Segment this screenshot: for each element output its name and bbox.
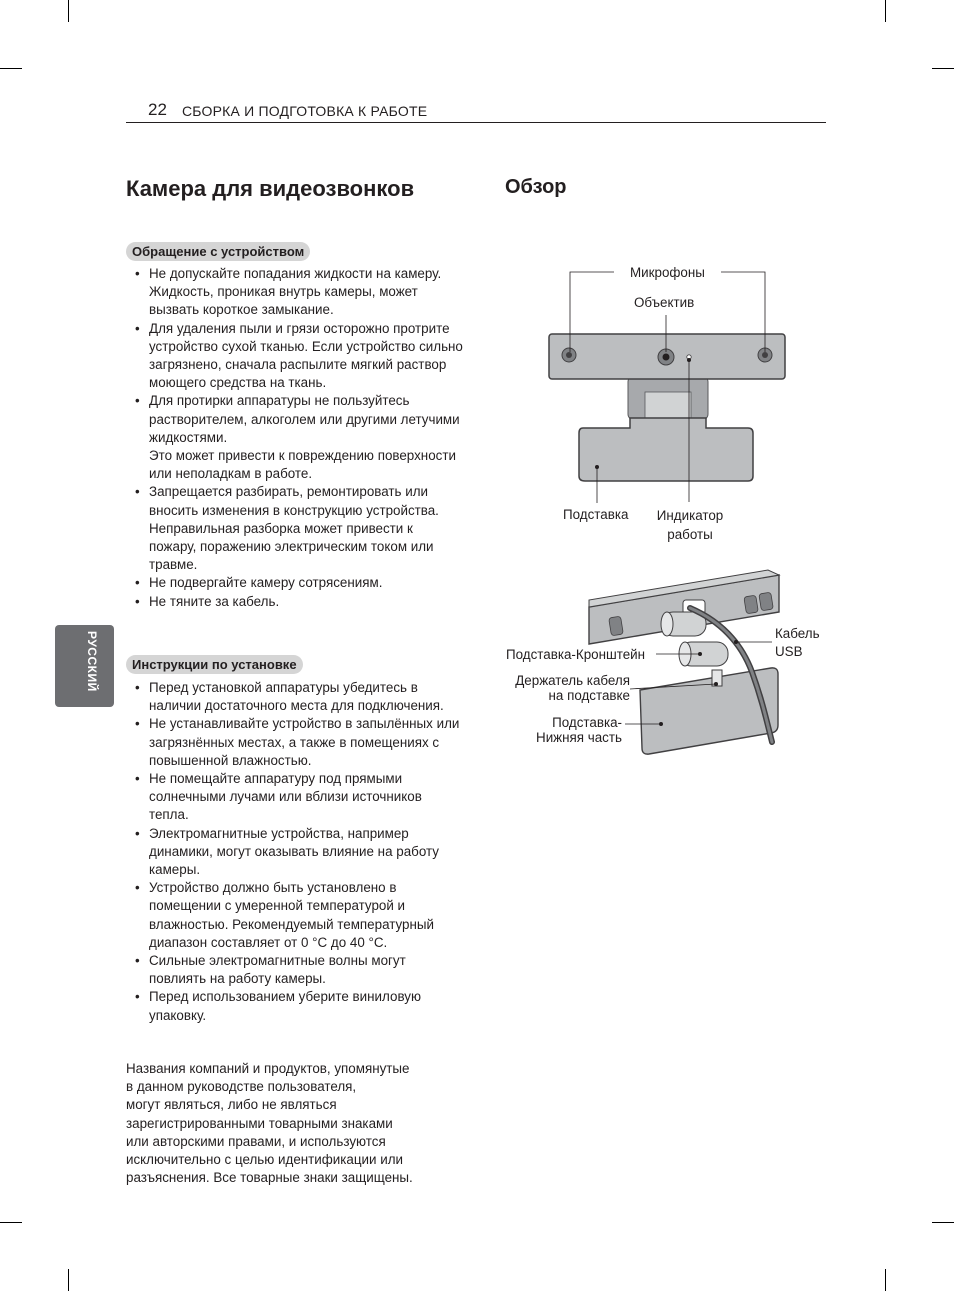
section-title: СБОРКА И ПОДГОТОВКА К РАБОТЕ xyxy=(182,103,428,119)
list-item: • Не подвергайте камеру сотрясениям. xyxy=(133,574,463,592)
label-cable-holder: Держатель кабеля на подставке xyxy=(506,673,630,703)
list-item: • Не устанавливайте устройство в запылённых или загрязнённых местах, а также в помещениях с повышенной влажностью. xyxy=(133,715,463,770)
list-item: • Перед использованием уберите виниловую упаковку. xyxy=(133,988,463,1024)
list-item: • Электромагнитные устройства, например динамики, могут оказывать влияние на работу камеры. xyxy=(133,825,463,880)
list-item: • Устройство должно быть установлено в помещении с умеренной температурой и влажностью. Рекомендуемый температурный диапазон составляет от 0 °C до 40 °C. xyxy=(133,879,463,952)
list-item: • Для протирки аппаратуры не пользуйтесь растворителем, алкоголем или другими летучими жидкостями. Это может привести к повреждению поверхности или неполадкам в работе. xyxy=(133,392,463,483)
label-usb-cable: Кабель USB xyxy=(775,626,820,659)
list-item: • Не помещайте аппаратуру под прямыми солнечными лучами или вблизи источников тепла. xyxy=(133,770,463,825)
language-tab-label: РУССКИЙ xyxy=(85,631,99,692)
label-stand: Подставка xyxy=(563,507,629,522)
handling-heading: Обращение с устройством xyxy=(126,242,310,261)
list-item: • Сильные электромагнитные волны могут повлиять на работу камеры. xyxy=(133,952,463,988)
overview-title: Обзор xyxy=(505,176,567,198)
label-microphones: Микрофоны xyxy=(630,265,705,280)
list-item: • Не тяните за кабель. xyxy=(133,593,463,611)
page-number: 22 xyxy=(148,100,167,119)
label-bracket-stand: Подставка-Кронштейн xyxy=(506,647,646,662)
label-indicator: Индикатор работы xyxy=(649,506,731,544)
list-item: • Не допускайте попадания жидкости на камеру. Жидкость, проникая внутрь камеры, может вызвать короткое замыкание. xyxy=(133,265,463,320)
label-bottom-stand: Подставка- Нижняя часть xyxy=(506,715,622,745)
label-lens: Объектив xyxy=(634,295,695,310)
list-item: • Запрещается разбирать, ремонтировать или вносить изменения в конструкцию устройства. Неправильная разборка может привести к пожару, поражению электрическим током или травме. xyxy=(133,483,463,574)
list-item: • Перед установкой аппаратуры убедитесь в наличии достаточного места для подключения. xyxy=(133,679,463,715)
trademark-note: Названия компаний и продуктов, упомянутые в данном руководстве пользователя, могут являться, либо не являться зарегистрированными товарными знаками или авторскими правами, и используются исключительно с целью идентификации или разъяснения. Все товарные знаки защищены. xyxy=(126,1061,413,1186)
page-title: Камера для видеозвонков xyxy=(126,176,415,201)
install-heading: Инструкции по установке xyxy=(126,655,303,674)
list-item: • Для удаления пыли и грязи осторожно протрите устройство сухой тканью. Если устройство сильно загрязнено, сначала распылите мягкий раствор моющего средства на ткань. xyxy=(133,320,463,393)
camera-stand xyxy=(579,418,753,481)
